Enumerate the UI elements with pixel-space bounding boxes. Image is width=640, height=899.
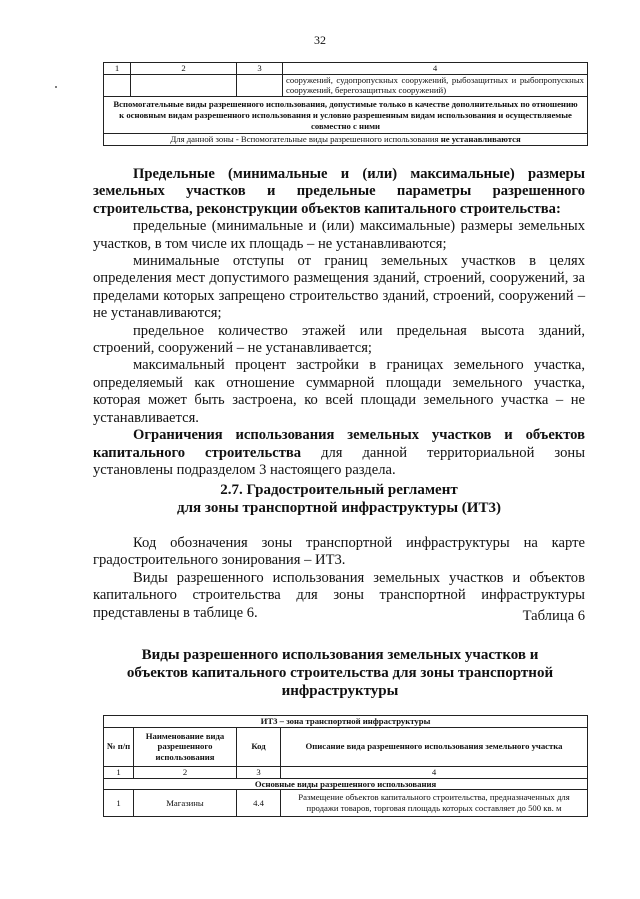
limits-block <box>93 166 585 479</box>
main-heading-row <box>104 778 588 790</box>
col-number-2: 2 <box>134 766 237 778</box>
table-6 <box>103 715 588 817</box>
note-row <box>104 134 588 146</box>
col-header-number: № п/п <box>104 727 134 766</box>
empty-cell <box>237 74 283 96</box>
column-header-row <box>104 727 588 766</box>
note-bold: не устанавливаются <box>440 134 521 145</box>
col-number-3: 3 <box>237 766 281 778</box>
page-number: 32 <box>314 33 326 47</box>
col-number-2: 2 <box>131 63 237 75</box>
limits-paragraph-4: максимальный процент застройки в границах земельного участка, определяемый как отношение суммарной площади земельного участка, которая может быть застроена, ко всей площади земельного участка – не устанавливается. <box>93 357 585 426</box>
table-label: Таблица 6 <box>522 608 585 624</box>
main-uses-heading: Основные виды разрешенного использования <box>104 778 588 790</box>
section-body <box>93 535 585 622</box>
section-title-line-1: 2.7. Градостроительный регламент <box>220 482 458 498</box>
empty-cell <box>131 74 237 96</box>
continued-table <box>103 62 588 146</box>
row-number: 1 <box>104 790 134 816</box>
section-paragraph-2: Виды разрешенного использования земельных участков и объектов капитального строительства для зоны транспортной инфраструктуры представлены в таблице 6. <box>93 569 585 621</box>
col-header-description: Описание вида разрешенного использования земельного участка <box>281 727 588 766</box>
row-code: 4.4 <box>237 790 281 816</box>
col-number-4: 4 <box>283 63 588 75</box>
restrictions-rest: для данной территориальной зоны установлены подразделом 3 настоящего раздела. <box>93 444 585 478</box>
limits-heading: Предельные (минимальные и (или) максимальные) размеры земельных участков и предельные параметры разрешенного строительства, реконструкции объектов капитального строительства: <box>93 166 585 217</box>
limits-paragraph-3: предельное количество этажей или предельная высота зданий, строений, сооружений – не устанавливается; <box>93 322 585 357</box>
restrictions-bold: Ограничения использования земельных участков и объектов капитального строительства <box>93 427 585 461</box>
auxiliary-heading-row <box>104 97 588 134</box>
section-paragraph-1: Код обозначения зоны транспортной инфраструктуры на карте градостроительного зонирования – ИТ3. <box>93 535 585 569</box>
row-name: Магазины <box>134 790 237 816</box>
limits-paragraph-1: предельные (минимальные и (или) максимальные) размеры земельных участков, в том числе их площадь – не устанавливаются; <box>93 218 585 252</box>
restrictions-paragraph <box>93 427 585 479</box>
col-number-4: 4 <box>281 766 588 778</box>
col-number-3: 3 <box>237 63 283 75</box>
auxiliary-heading: Вспомогательные виды разрешенного использования, допустимые только в качестве дополнительных по отношению к основным видам разрешенного использования и условно разрешенным видам использования и осуществляемые совместно с ними <box>104 97 588 134</box>
table-row <box>104 74 588 96</box>
note-prefix: Для данной зоны - Вспомогательные виды разрешенного использования <box>170 134 441 145</box>
column-number-row <box>104 766 588 778</box>
section-title-line-2: для зоны транспортной инфраструктуры (ИТ3) <box>177 500 501 516</box>
col-header-name: Наименование вида разрешенного использования <box>134 727 237 766</box>
table-title: Виды разрешенного использования земельных участков и объектов капитального строительства для зоны транспортной инфраструктуры <box>126 647 554 699</box>
row-description: Размещение объектов капитального строительства, предназначенных для продажи товаров, торговая площадь которых составляет до 500 кв. м <box>281 790 588 816</box>
auxiliary-note <box>104 134 588 146</box>
col-number-1: 1 <box>104 766 134 778</box>
limits-paragraph-2: минимальные отступы от границ земельных участков в целях определения мест допустимого размещения зданий, строений, сооружений, за пределами которых запрещено строительство зданий, строений, сооружений – не устанавливаются; <box>93 253 585 322</box>
table-header-row <box>104 63 588 75</box>
section-title <box>93 481 585 517</box>
table-row <box>104 790 588 816</box>
col-header-code: Код <box>237 727 281 766</box>
zone-header: ИТ3 – зона транспортной инфраструктуры <box>104 716 588 728</box>
row-description: сооружений, судопропускных сооружений, рыбозащитных и рыбопропускных сооружений, берегозащитных сооружений) <box>283 74 588 96</box>
empty-cell <box>104 74 131 96</box>
col-number-1: 1 <box>104 63 131 75</box>
zone-header-row <box>104 716 588 728</box>
scan-speck <box>55 86 57 88</box>
